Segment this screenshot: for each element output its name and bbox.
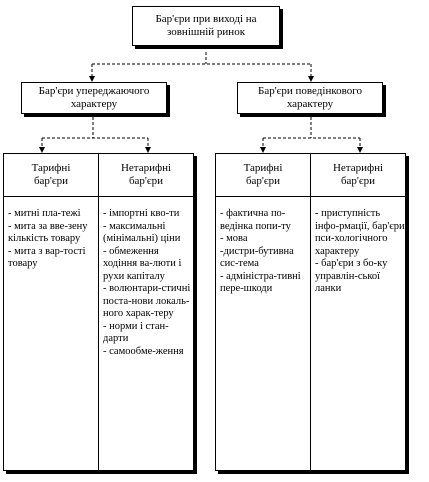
list-item: -дистри-бутивна сис-тема	[220, 245, 294, 269]
list-item: - максимальні (мінімальні) ціни	[103, 220, 181, 244]
right-table	[215, 153, 406, 471]
list-item: - самообме-ження	[103, 345, 184, 357]
right-table-col1	[216, 154, 311, 470]
left-col1-header: Тарифні бар'єри	[4, 154, 98, 197]
list-item: - фактична по-ведінка попи-ту	[220, 208, 291, 232]
right-table-col2	[311, 154, 405, 470]
list-item: - норми і стан-дарти	[103, 320, 169, 344]
list-item: - волюнтари-стичні поста-нови локаль-ного харак-теру	[103, 283, 191, 319]
left-table-col1	[4, 154, 99, 470]
right-col1-header: Тарифні бар'єри	[216, 154, 310, 197]
list-item: - мова	[220, 233, 248, 244]
right-col2-header: Нетарифні бар'єри	[311, 154, 405, 197]
left-table-col2	[99, 154, 193, 470]
right-col1-list	[216, 197, 310, 296]
list-item: - мита за вве-зену кількість товару	[8, 220, 88, 244]
right-col2-list	[311, 197, 405, 296]
left-table	[3, 153, 194, 471]
list-item: - приступність інфо-рмації, бар'єри пси-хологічного характеру	[315, 208, 405, 257]
right-category-text: Бар'єри поведінкового характеру	[258, 85, 362, 110]
list-item: - адміністра-тивні пере-шкоди	[220, 270, 301, 294]
list-item: - імпортні кво-ти	[103, 208, 180, 219]
top-box	[132, 6, 280, 46]
right-category-box	[237, 82, 383, 114]
left-col1-list	[4, 197, 98, 271]
list-item: - мита з вар-тості товару	[8, 245, 86, 269]
list-item: - бар'єри з бо-ку управлін-ської ланки	[315, 258, 388, 294]
left-category-text: Бар'єри упереджаючого характеру	[38, 85, 150, 110]
left-col2-header: Нетарифні бар'єри	[99, 154, 193, 197]
left-col2-list	[99, 197, 193, 358]
top-box-text: Бар'єри при виході на зовнішній ринок	[155, 13, 257, 38]
left-category-box	[21, 82, 167, 114]
list-item: - митні пла-тежі	[8, 208, 81, 219]
list-item: - обмеження ходіння ва-люти і рухи капіталу	[103, 245, 182, 282]
